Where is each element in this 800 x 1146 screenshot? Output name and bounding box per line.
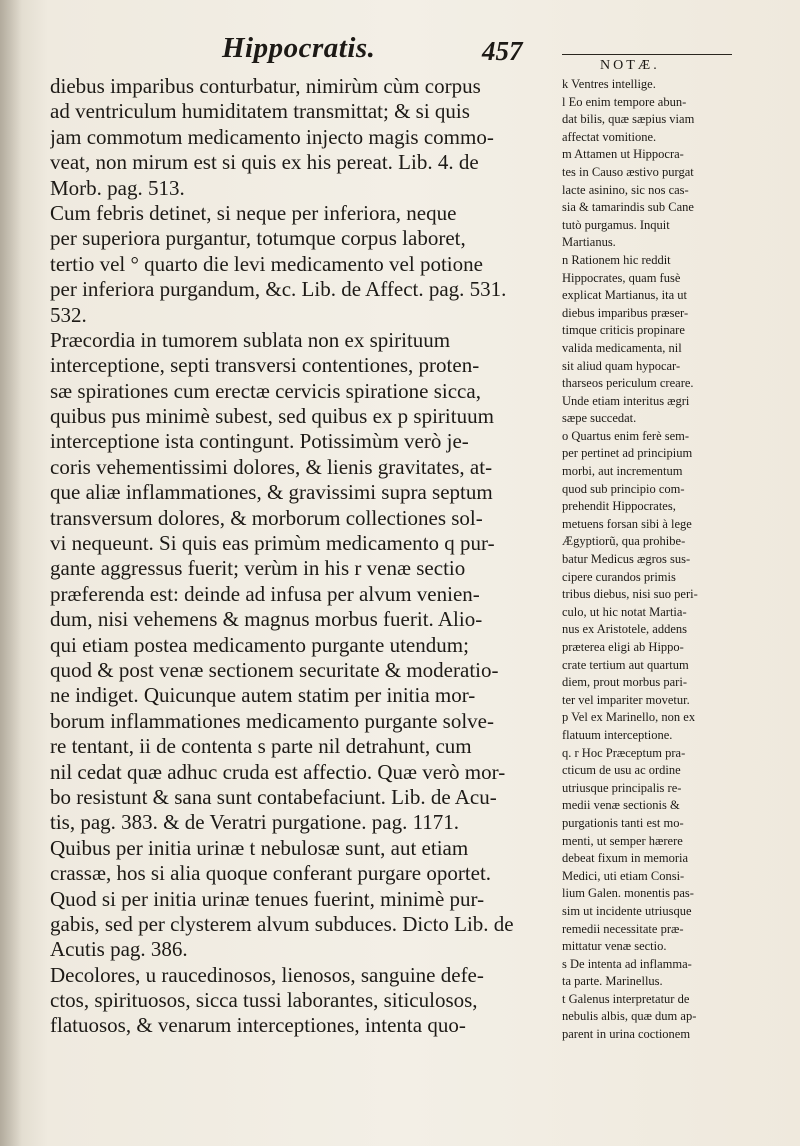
note-line: Martianus. <box>562 235 616 250</box>
note-line: n Rationem hic reddit <box>562 252 671 267</box>
note-line: o Quartus enim ferè sem- <box>562 428 690 443</box>
note-line: morbi, aut incrementum <box>562 464 683 479</box>
note-line: parent in urina coctionem <box>562 1027 691 1042</box>
note-line: k Ventres intellige. <box>562 77 656 91</box>
main-text-line: ctos, spirituosos, sicca tussi laborantes, siticulosos, <box>50 988 478 1013</box>
spine-shadow <box>0 0 22 1146</box>
note-line: tutò purgamus. Inquit <box>562 217 670 232</box>
note-line: affectat vomitione. <box>562 129 657 144</box>
main-text-line: 532. <box>50 302 87 327</box>
note-line: nebulis albis, quæ dum ap- <box>562 1009 697 1024</box>
note-line: tribus diebus, nisi suo peri- <box>562 587 698 602</box>
note-line: t Galenus interpretatur de <box>562 991 690 1006</box>
main-text-line: Quibus per initia urinæ t nebulosæ sunt, aut etiam <box>50 835 469 860</box>
note-line: mittatur venæ sectio. <box>562 939 667 954</box>
main-text-line: flatuosos, & venarum interceptiones, intenta quo- <box>50 1013 466 1038</box>
main-text-line: que aliæ inflammationes, & gravissimi supra septum <box>50 480 493 505</box>
note-line: lacte asinino, sic nos cas- <box>562 182 689 197</box>
main-text-line: ne indiget. Quicunque autem statim per initia mor- <box>50 683 476 708</box>
note-line: sia & tamarindis sub Cane <box>562 200 694 215</box>
main-text-line: bo resistunt & sana sunt contabefaciunt. Lib. de Acu- <box>50 784 497 809</box>
notes-rule <box>562 54 732 55</box>
note-line: lium Galen. monentis pas- <box>562 886 694 901</box>
main-text-line: Morb. pag. 513. <box>50 175 185 200</box>
main-text-line: re tentant, ii de contenta s parte nil detrahunt, cum <box>50 734 472 759</box>
note-line: Medici, uti etiam Consi- <box>562 868 685 883</box>
main-text-line: interceptione ista contingunt. Potissimùm verò je- <box>50 429 469 454</box>
main-text-line: ad ventriculum humiditatem transmittat; & si quis <box>50 99 470 124</box>
main-text-line: Acutis pag. 386. <box>50 937 188 962</box>
note-line: Unde etiam interitus ægri <box>562 393 690 408</box>
main-text-line: præferenda est: deinde ad infusa per alvum venien- <box>50 581 480 606</box>
main-text-line: Quod si per initia urinæ tenues fuerint, minimè pur- <box>50 886 485 911</box>
note-line: remedii necessitate præ- <box>562 921 684 936</box>
note-line: diebus imparibus præser- <box>562 305 689 320</box>
note-line: crate tertium aut quartum <box>562 657 689 672</box>
note-line: ter vel impariter movetur. <box>562 692 690 707</box>
main-text-line: qui etiam postea medicamento purgante utendum; <box>50 632 469 657</box>
note-line: l Eo enim tempore abun- <box>562 94 687 109</box>
note-line: præterea eligi ab Hippo- <box>562 640 684 654</box>
main-text-line: nil cedat quæ adhuc cruda est affectio. Quæ verò mor- <box>50 759 506 784</box>
note-line: debeat fixum in memoria <box>562 851 689 866</box>
main-text-line: jam commotum medicamento injecto magis commo- <box>50 124 494 149</box>
note-line: menti, ut semper hærere <box>562 833 683 848</box>
main-text-line: coris vehementissimi dolores, & lienis gravitates, at- <box>50 454 493 479</box>
note-line: tes in Causo æstivo purgat <box>562 164 694 179</box>
main-text-line: gabis, sed per clysterem alvum subduces. Dicto Lib. de <box>50 911 514 936</box>
main-text-line: veat, non mirum est si quis ex his pereat. Lib. 4. de <box>50 150 479 175</box>
main-text-line: Præcordia in tumorem sublata non ex spirituum <box>50 327 451 352</box>
note-line: flatuum interceptione. <box>562 727 673 742</box>
note-line: utriusque principalis re- <box>562 780 682 795</box>
note-line: sit aliud quam hypocar- <box>562 358 681 373</box>
main-text-line: gante aggressus fuerit; verùm in his r venæ sectio <box>50 556 466 581</box>
main-text-column <box>50 74 556 1039</box>
note-line: s De intenta ad inflamma- <box>562 956 692 971</box>
note-line: nus ex Aristotele, addens <box>562 622 687 637</box>
note-line: sæpe succedat. <box>562 411 637 426</box>
main-text-line: quibus pus minimè subest, sed quibus ex p spirituum <box>50 404 494 429</box>
main-text-line: per superiora purgantur, totumque corpus laboret, <box>50 226 466 251</box>
note-line: batur Medicus ægros sus- <box>562 552 691 567</box>
note-line: valida medicamenta, nil <box>562 340 682 355</box>
running-head: Hippocratis. <box>222 32 376 64</box>
notes-column <box>562 76 736 1044</box>
note-line: culo, ut hic notat Martia- <box>562 604 687 619</box>
note-line: per pertinet ad principium <box>562 446 693 461</box>
note-line: cipere curandos primis <box>562 569 676 584</box>
main-text-line: dum, nisi vehemens & magnus morbus fuerit. Alio- <box>50 607 483 632</box>
main-text-line: crassæ, hos si alia quoque conferant purgare oportet. <box>50 861 492 886</box>
main-text-line: transversum dolores, & morborum collectiones sol- <box>50 505 483 530</box>
main-text-line: Cum febris detinet, si neque per inferiora, neque <box>50 200 457 225</box>
note-line: q. r Hoc Præceptum pra- <box>562 745 686 760</box>
main-text-line: borum inflammationes medicamento purgante solve- <box>50 708 494 733</box>
note-line: ta parte. Marinellus. <box>562 974 663 989</box>
main-text-line: Decolores, u raucedinosos, lienosos, sanguine defe- <box>50 962 484 987</box>
note-line: dat bilis, quæ sæpius viam <box>562 112 695 127</box>
main-text-line: interceptione, septi transversi contentiones, proten- <box>50 353 480 378</box>
note-line: purgationis tanti est mo- <box>562 815 684 830</box>
note-line: medii venæ sectionis & <box>562 798 680 813</box>
note-line: cticum de usu ac ordine <box>562 763 681 778</box>
note-line: p Vel ex Marinello, non ex <box>562 710 696 725</box>
main-text-line: vi nequeunt. Si quis eas primùm medicamento q pur- <box>50 531 495 556</box>
note-line: explicat Martianus, ita ut <box>562 288 687 303</box>
note-line: tharseos periculum creare. <box>562 376 694 391</box>
note-line: metuens forsan sibi à lege <box>562 516 692 531</box>
note-line: diem, prout morbus pari- <box>562 675 687 690</box>
page-number: 457 <box>482 36 523 66</box>
note-line: prehendit Hippocrates, <box>562 499 676 514</box>
note-line: timque criticis propinare <box>562 323 685 338</box>
note-line: Ægyptiorũ, qua prohibe- <box>562 534 686 549</box>
main-text-line: per inferiora purgandum, &c. Lib. de Affect. pag. 531. <box>50 277 507 302</box>
note-line: Hippocrates, quam fusè <box>562 270 681 285</box>
note-line: quod sub principio com- <box>562 481 685 496</box>
main-text-line: tertio vel ° quarto die levi medicamento vel potione <box>50 251 483 276</box>
main-text-line: diebus imparibus conturbatur, nimirùm cùm corpus <box>50 74 481 98</box>
note-line: m Attamen ut Hippocra- <box>562 147 684 162</box>
main-text-line: quod & post venæ sectionem securitate & moderatio- <box>50 657 499 682</box>
notes-title: NOTÆ. <box>600 58 660 73</box>
main-text-line: sæ spirationes cum erectæ cervicis spiratione sicca, <box>50 378 481 403</box>
page-header <box>0 28 800 72</box>
main-text-line: tis, pag. 383. & de Veratri purgatione. pag. 1171. <box>50 810 460 835</box>
note-line: sim ut incidente utriusque <box>562 903 692 918</box>
